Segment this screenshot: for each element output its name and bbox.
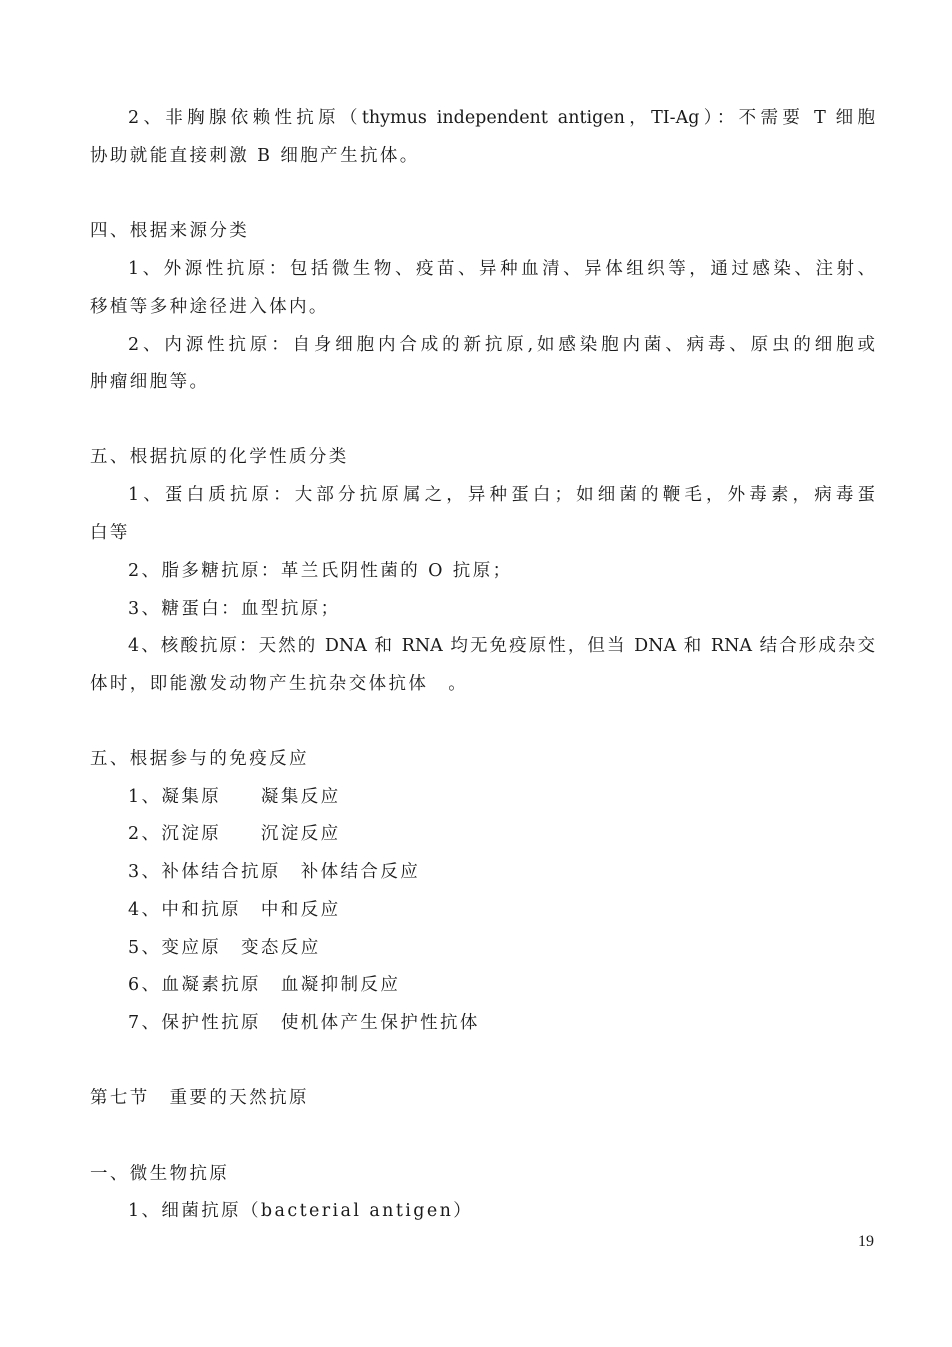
paragraph-line: 1、外源性抗原：包括微生物、疫苗、异种血清、异体组织等，通过感染、注射、 — [128, 259, 875, 279]
paragraph-line: 移植等多种途径进入体内。 — [90, 297, 329, 317]
section-heading: 一、微生物抗原 — [90, 1164, 230, 1184]
list-item: 6、血凝素抗原 血凝抑制反应 — [128, 975, 401, 995]
paragraph-line: 肿瘤细胞等。 — [90, 372, 210, 392]
page-number: 19 — [858, 1233, 874, 1250]
paragraph-line: 体时，即能激发动物产生抗杂交体抗体 。 — [90, 674, 469, 694]
paragraph-line: 2、内源性抗原：自身细胞内合成的新抗原,如感染胞内菌、病毒、原虫的细胞或 — [128, 335, 875, 355]
paragraph-line: 白等 — [90, 523, 130, 543]
list-item: 7、保护性抗原 使机体产生保护性抗体 — [128, 1013, 480, 1033]
section-title: 第七节 重要的天然抗原 — [90, 1088, 309, 1108]
list-item: 1、细菌抗原（bacterial antigen） — [128, 1201, 474, 1221]
list-item: 5、变应原 变态反应 — [128, 938, 321, 958]
list-item: 4、中和抗原 中和反应 — [128, 900, 341, 920]
paragraph-line: 1、蛋白质抗原：大部分抗原属之，异种蛋白；如细菌的鞭毛，外毒素，病毒蛋 — [128, 485, 875, 505]
list-item: 2、脂多糖抗原：革兰氏阴性菌的 O 抗原； — [128, 561, 513, 581]
paragraph-line: 协助就能直接刺激 B 细胞产生抗体。 — [90, 146, 420, 166]
section-heading: 四、根据来源分类 — [90, 221, 250, 241]
list-item: 3、补体结合抗原 补体结合反应 — [128, 862, 421, 882]
paragraph-line: 4、核酸抗原：天然的 DNA 和 RNA 均无免疫原性，但当 DNA 和 RNA 结合形成杂交 — [128, 636, 875, 656]
section-heading: 五、根据抗原的化学性质分类 — [90, 447, 349, 467]
section-heading: 五、根据参与的免疫反应 — [90, 749, 309, 769]
list-item: 1、凝集原 凝集反应 — [128, 787, 341, 807]
document-page — [90, 0, 875, 1347]
list-item: 3、糖蛋白：血型抗原； — [128, 599, 341, 619]
paragraph-line: 2、非胸腺依赖性抗原（thymus independent antigen，TI-Ag）：不需要 T 细胞 — [128, 108, 875, 128]
list-item: 2、沉淀原 沉淀反应 — [128, 824, 341, 844]
